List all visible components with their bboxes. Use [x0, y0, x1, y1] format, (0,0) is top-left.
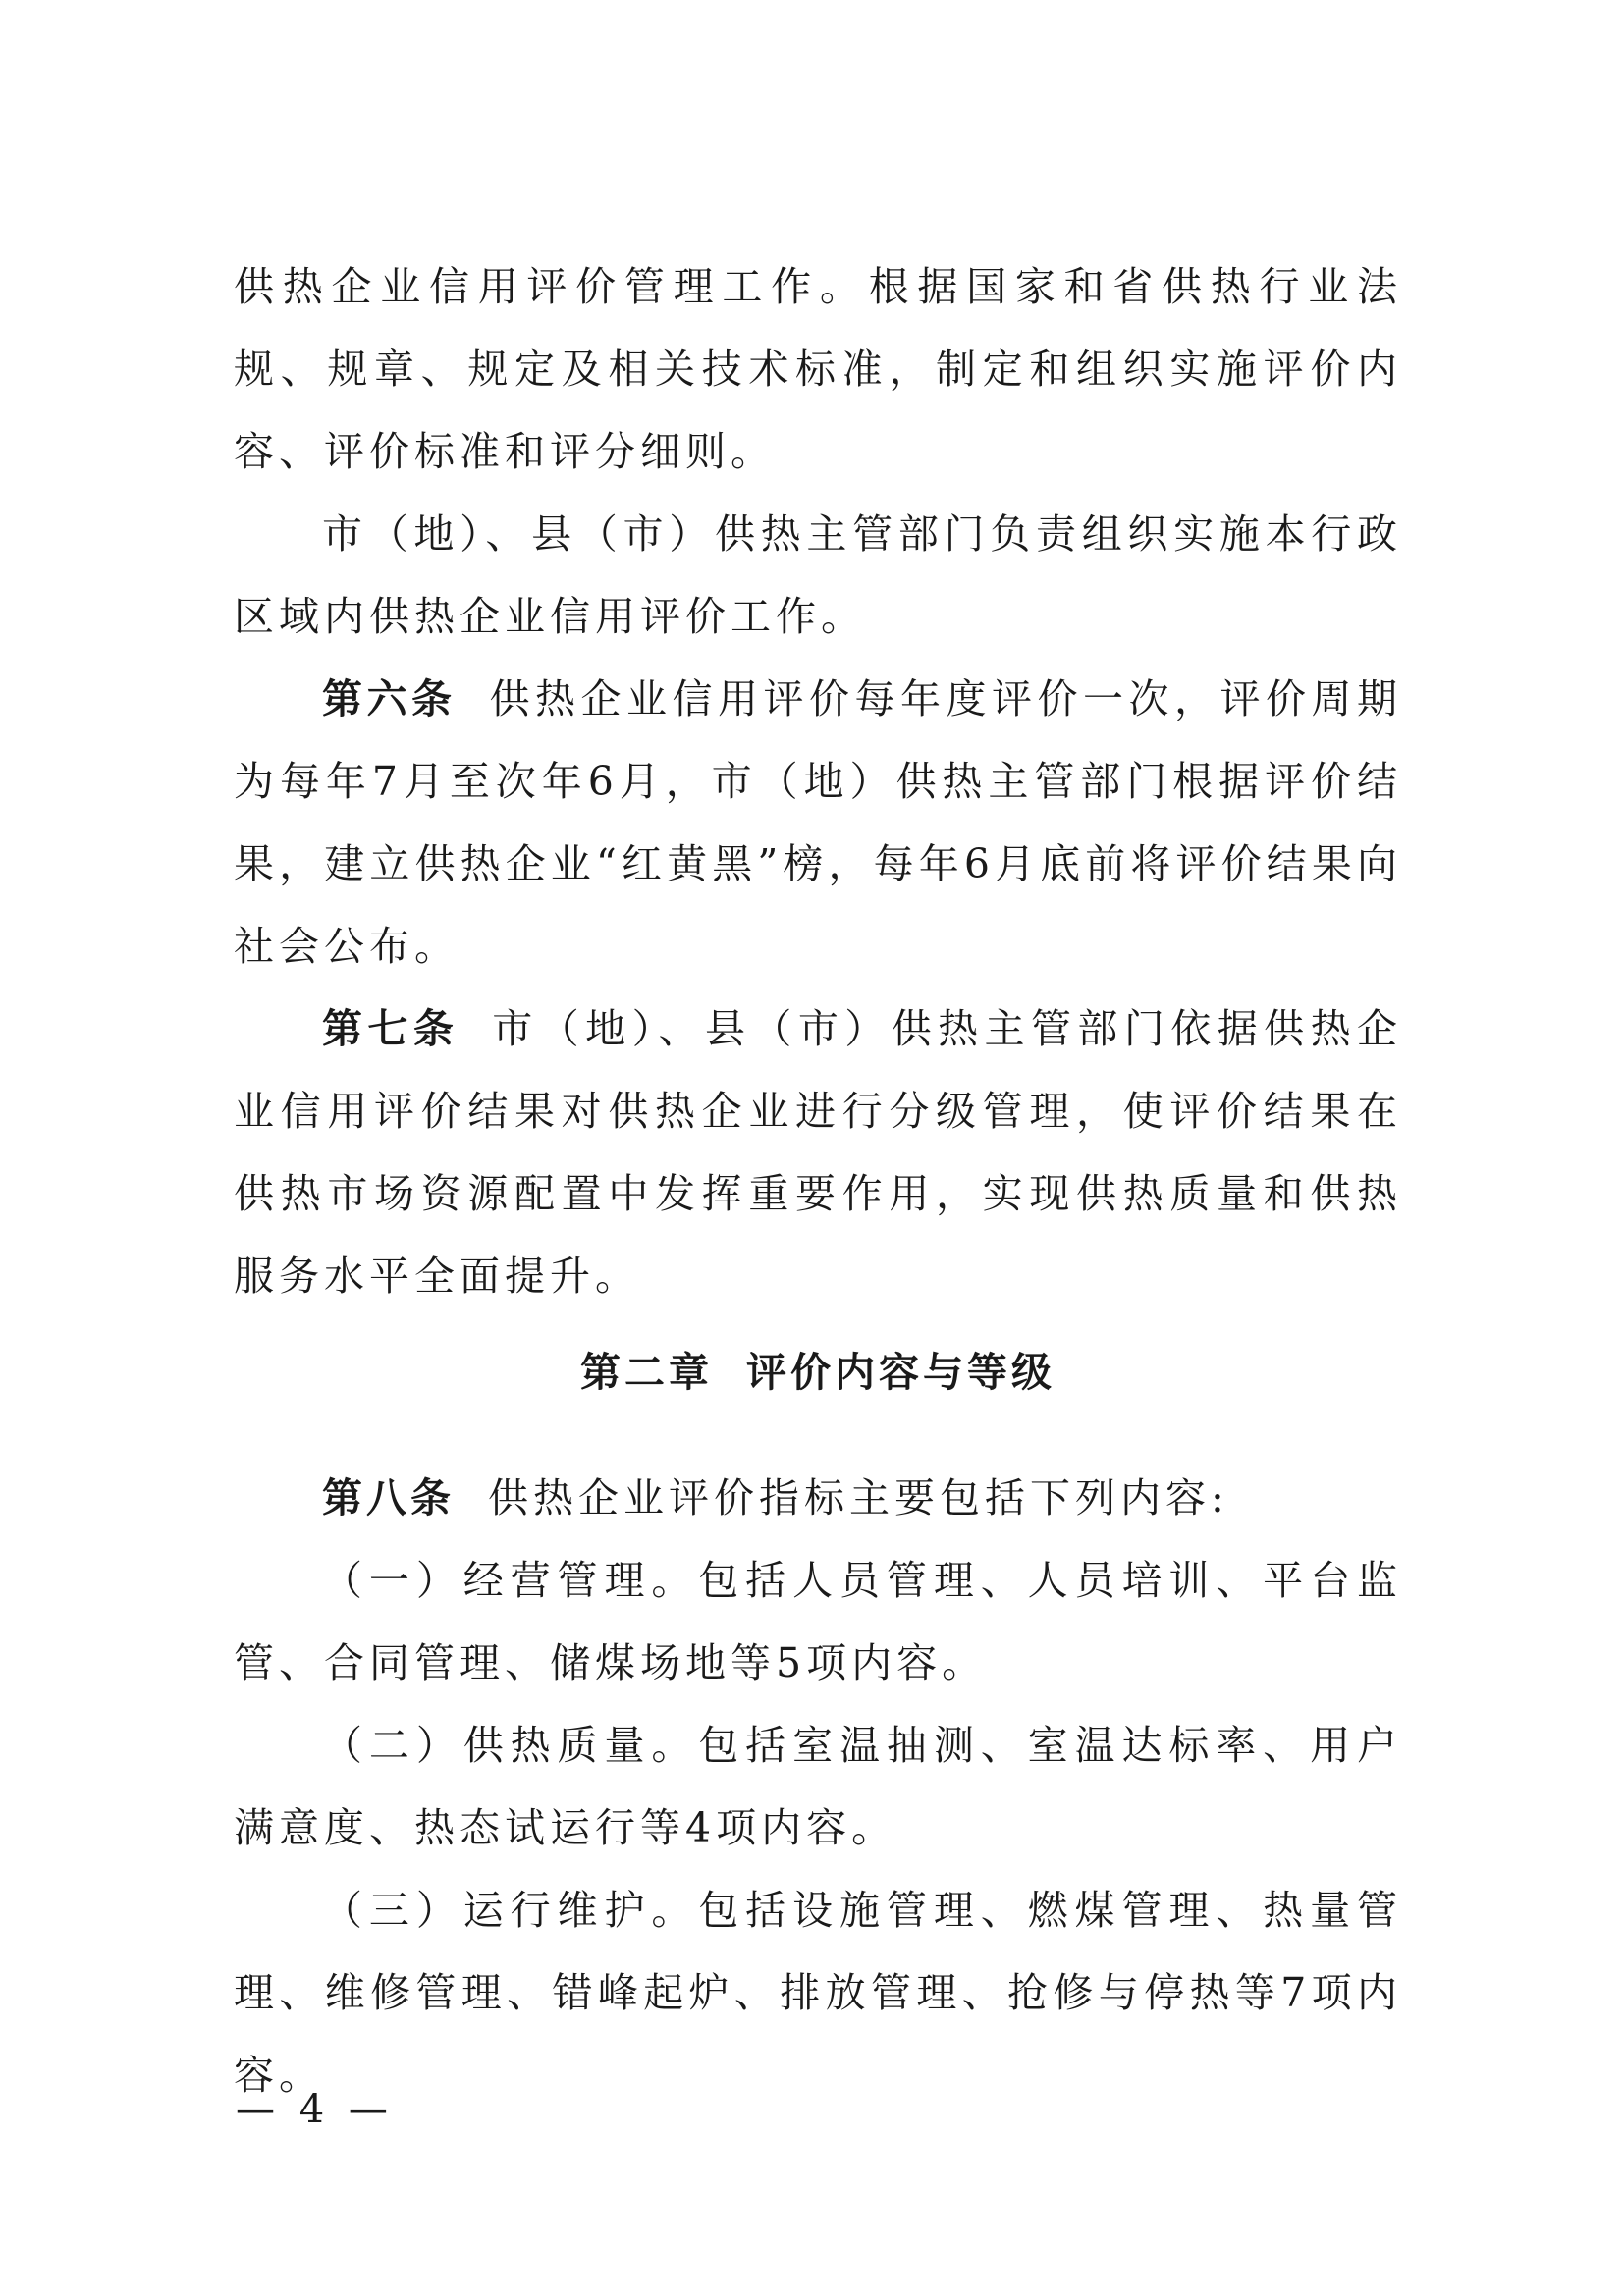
article-7-text: 市（地）、县（市）供热主管部门依据供热企业信用评价结果对供热企业进行分级管理，使评价结果在供热市场资源配置中发挥重要作用，实现供热质量和供热服务水平全面提升。: [234, 1005, 1402, 1300]
chapter-number: 第二章: [580, 1349, 713, 1396]
list-item-1: （一）经营管理。包括人员管理、人员培训、平台监管、合同管理、储煤场地等5项内容。: [234, 1557, 1402, 1686]
article-6-label: 第六条: [322, 675, 457, 722]
paragraph-continuation: 供热企业信用评价管理工作。根据国家和省供热行业法规、规章、规定及相关技术标准，制定和组织实施评价内容、评价标准和评分细则。: [234, 263, 1402, 475]
paragraph-local-authority: 市（地）、县（市）供热主管部门负责组织实施本行政区域内供热企业信用评价工作。: [234, 510, 1402, 640]
article-6-text: 供热企业信用评价每年度评价一次，评价周期为每年7月至次年6月，市（地）供热主管部门根据评价结果，建立供热企业“红黄黑”榜，每年6月底前将评价结果向社会公布。: [234, 675, 1402, 970]
chapter-heading: [234, 1331, 1402, 1414]
article-7: [234, 988, 1402, 1317]
article-6: [234, 658, 1402, 988]
article-8-text: 供热企业评价指标主要包括下列内容:: [488, 1474, 1229, 1522]
list-item-3: （三）运行维护。包括设施管理、燃煤管理、热量管理、维修管理、错峰起炉、排放管理、抢修与停热等7项内容。: [234, 1887, 1402, 2099]
article-7-label: 第七条: [322, 1005, 460, 1052]
document-body: [234, 245, 1402, 2116]
page-number: — 4 —: [236, 2087, 394, 2132]
article-8-label: 第八条: [322, 1474, 455, 1522]
list-item-2: （二）供热质量。包括室温抽测、室温达标率、用户满意度、热态试运行等4项内容。: [234, 1722, 1402, 1851]
chapter-title: 评价内容与等级: [746, 1349, 1056, 1396]
article-8: [234, 1457, 1402, 1539]
